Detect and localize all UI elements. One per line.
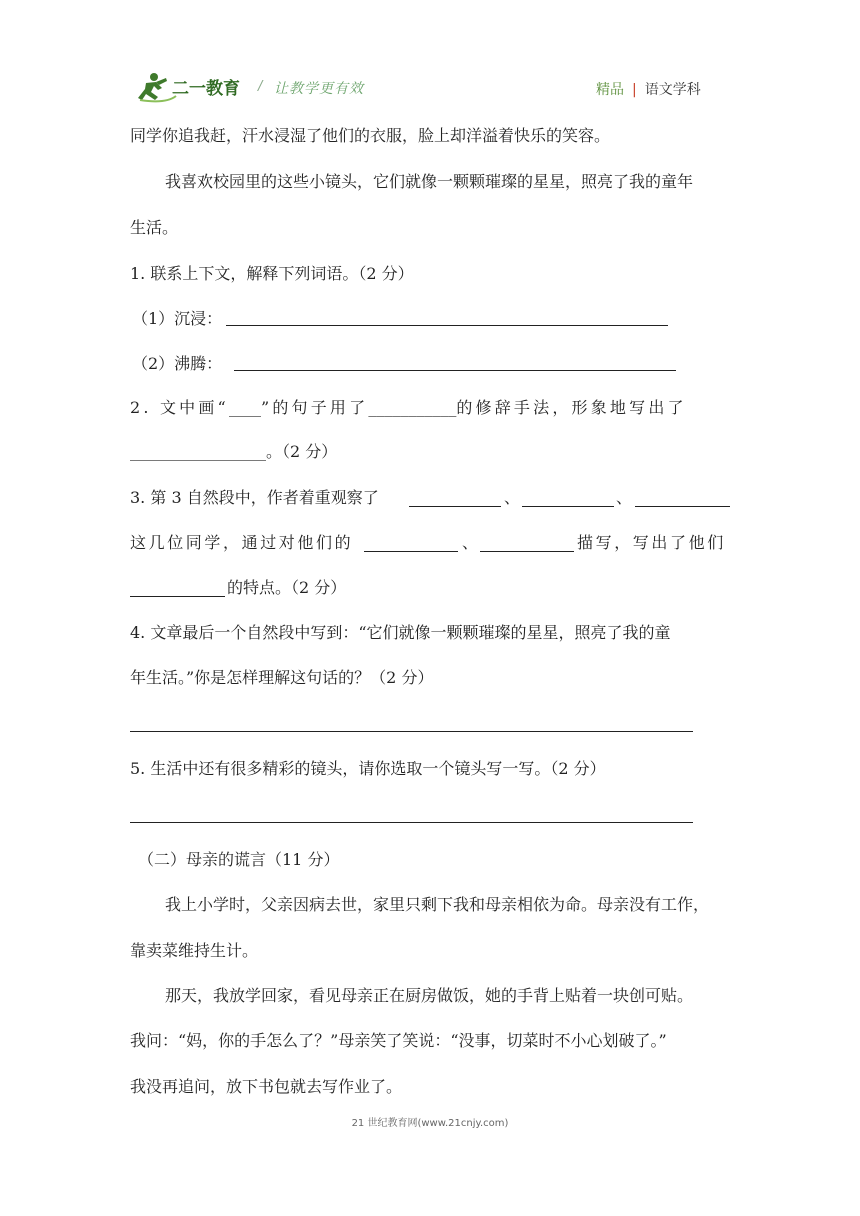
paragraph-2-line-2: 生活。 — [130, 218, 179, 237]
header-divider: | — [632, 82, 637, 98]
question-2-blank-3[interactable]: _________________ — [130, 442, 266, 461]
question-2-prefix: 2. 文中画“ — [130, 398, 229, 417]
page-footer: 21 世纪教育网(www.21cnjy.com) — [351, 1118, 509, 1129]
question-4-line-2: 年生活。”你是怎样理解这句话的？（2 分） — [130, 668, 434, 687]
question-2-blank-1[interactable]: ____ — [228, 398, 261, 417]
quality-tag: 精品 — [596, 82, 624, 98]
question-3-blank-3[interactable] — [635, 506, 730, 507]
question-3-blank-5[interactable] — [480, 551, 574, 552]
question-3-blank-6[interactable] — [130, 596, 225, 597]
question-3-blank-1[interactable] — [409, 506, 501, 507]
section-2-title: （二）母亲的谎言（11 分） — [138, 850, 340, 869]
header-right — [596, 79, 701, 99]
question-1-b-answer-line[interactable] — [234, 370, 676, 371]
question-2-points: 。（2 分） — [266, 442, 338, 461]
section-2-paragraph-1-line-1: 我上小学时，父亲因病去世，家里只剩下我和母亲相依为命。母亲没有工作， — [165, 895, 710, 914]
logo — [136, 70, 248, 104]
question-3-sep-2: 、 — [616, 488, 633, 507]
slogan-separator: / — [258, 79, 263, 94]
question-2-mid: ”的句子用了 — [260, 398, 369, 417]
paragraph-2-line-1: 我喜欢校园里的这些小镜头，它们就像一颗颗璀璨的星星，照亮了我的童年 — [165, 172, 694, 191]
subject-label: 语文学科 — [644, 82, 701, 98]
paragraph-1: 同学你追我赶，汗水浸湿了他们的衣服，脸上却洋溢着快乐的笑容。 — [130, 126, 611, 145]
section-2-paragraph-2-line-3: 我没再追问，放下书包就去写作业了。 — [130, 1077, 403, 1096]
question-2-line-1 — [130, 397, 687, 419]
question-3-blank-2[interactable] — [522, 506, 614, 507]
question-3-prefix: 3. 第 3 自然段中，作者着重观察了 — [130, 488, 379, 507]
section-2-paragraph-1-line-2: 靠卖菜维持生计。 — [130, 941, 259, 960]
question-2-line-2 — [130, 441, 337, 463]
page-header — [0, 0, 860, 110]
question-1-a-label: （1）沉浸： — [132, 309, 223, 328]
question-2-suffix: 的修辞手法，形象地写出了 — [456, 398, 687, 417]
section-2-paragraph-2-line-2: 我问：“妈，你的手怎么了？”母亲笑了笑说：“没事，切菜时不小心划破了。” — [130, 1031, 667, 1050]
question-3-line-2-sep: 、 — [462, 533, 479, 552]
section-2-paragraph-2-line-1: 那天，我放学回家，看见母亲正在厨房做饭，她的手背上贴着一块创可贴。 — [165, 986, 694, 1005]
question-3-line-2-prefix: 这几位同学，通过对他们的 — [130, 533, 354, 552]
question-3-line-2-suffix: 描写，写出了他们 — [577, 533, 726, 552]
question-3-blank-4[interactable] — [364, 551, 458, 552]
question-3-line-3-suffix: 的特点。（2 分） — [227, 578, 347, 597]
question-1-a-answer-line[interactable] — [226, 325, 668, 326]
question-3-line-1 — [130, 487, 379, 509]
question-4-answer-line[interactable] — [130, 731, 693, 732]
slogan: 让教学更有效 — [274, 81, 364, 97]
question-3-sep-1: 、 — [504, 488, 521, 507]
question-1: 1. 联系上下文，解释下列词语。（2 分） — [130, 264, 414, 283]
logo-text: 二一教育 — [172, 79, 240, 99]
question-2-blank-2[interactable]: ___________ — [368, 398, 457, 417]
running-man-logo-icon — [136, 70, 248, 104]
question-1-b-label: （2）沸腾： — [132, 354, 223, 373]
question-5: 5. 生活中还有很多精彩的镜头，请你选取一个镜头写一写。（2 分） — [130, 759, 606, 778]
question-5-answer-line[interactable] — [130, 822, 693, 823]
question-4-line-1: 4. 文章最后一个自然段中写到：“它们就像一颗颗璀璨的星星，照亮了我的童 — [130, 623, 671, 642]
